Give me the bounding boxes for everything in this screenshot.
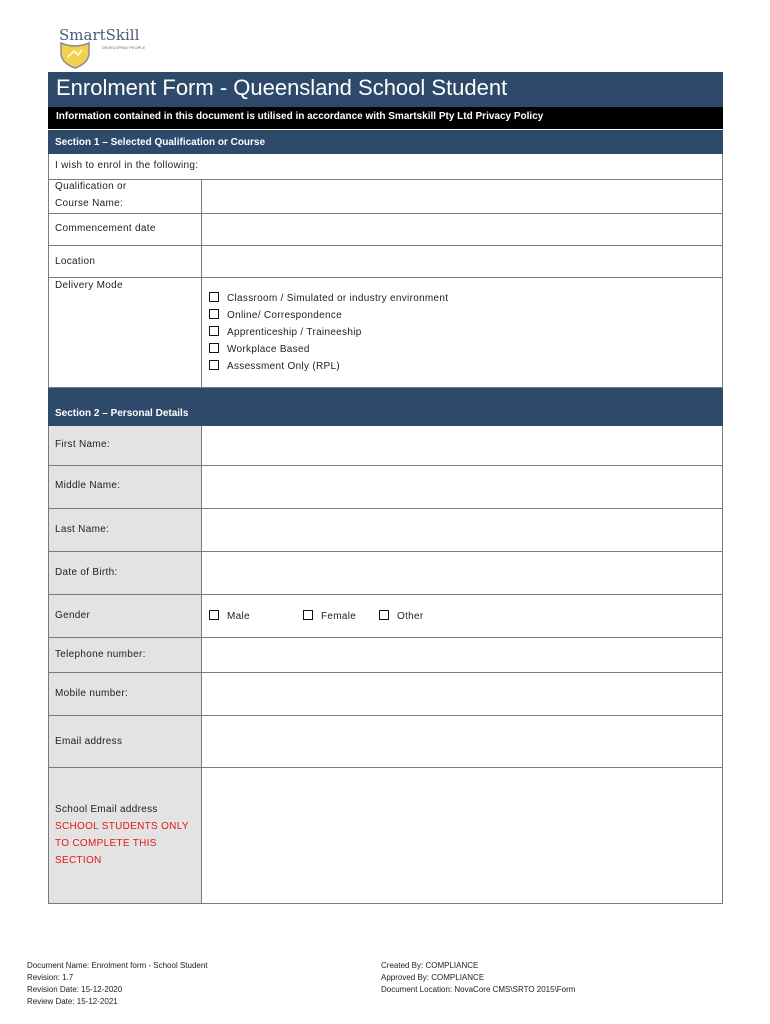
delivery-mode-label: Delivery Mode xyxy=(55,280,123,291)
location-label: Location xyxy=(55,256,96,267)
delivery-option-apprenticeship[interactable]: Apprenticeship / Traineeship xyxy=(209,326,362,338)
email-label: Email address xyxy=(55,736,123,747)
commencement-label: Commencement date xyxy=(55,223,156,234)
footer-document-name: Document Name: Enrolment form - School Student xyxy=(27,961,208,970)
first-name-field[interactable] xyxy=(203,427,721,464)
section-2-heading-text: Section 2 – Personal Details xyxy=(55,407,189,419)
middle-name-field[interactable] xyxy=(203,467,721,507)
footer-created-by: Created By: COMPLIANCE xyxy=(381,961,479,970)
footer-revision: Revision: 1.7 xyxy=(27,973,74,982)
checkbox-icon[interactable] xyxy=(209,309,219,319)
location-field[interactable] xyxy=(203,247,721,276)
school-note-line-2: TO COMPLETE THIS xyxy=(55,838,157,849)
gender-option-other[interactable]: Other xyxy=(379,610,424,622)
checkbox-icon[interactable] xyxy=(303,610,313,620)
first-name-label: First Name: xyxy=(55,439,110,450)
checkbox-icon[interactable] xyxy=(209,360,219,370)
logo-wordmark: SmartSkill xyxy=(59,26,140,44)
privacy-notice: Information contained in this document is utilised in accordance with Smartskill Pty Ltd Privacy Policy xyxy=(48,107,723,129)
delivery-option-rpl[interactable]: Assessment Only (RPL) xyxy=(209,360,340,372)
footer-revision-date: Revision Date: 15-12-2020 xyxy=(27,985,123,994)
email-field[interactable] xyxy=(203,717,721,766)
form-title: Enrolment Form - Queensland School Student xyxy=(48,72,723,107)
mobile-label: Mobile number: xyxy=(55,688,129,699)
mobile-field[interactable] xyxy=(203,674,721,714)
footer-review-date: Review Date: 15-12-2021 xyxy=(27,997,118,1006)
logo-tagline: DEVELOPING PEOPLE xyxy=(102,45,146,50)
footer-right xyxy=(381,960,575,996)
footer-approved-by: Approved By: COMPLIANCE xyxy=(381,973,485,982)
school-email-label: School Email address xyxy=(55,804,158,815)
delivery-option-online[interactable]: Online/ Correspondence xyxy=(209,309,342,321)
enrol-intro: I wish to enrol in the following: xyxy=(55,160,199,171)
gender-option-male[interactable]: Male xyxy=(209,610,250,622)
checkbox-icon[interactable] xyxy=(209,292,219,302)
telephone-label: Telephone number: xyxy=(55,649,146,660)
dob-label: Date of Birth: xyxy=(55,567,118,578)
middle-name-label: Middle Name: xyxy=(55,480,121,491)
footer-left xyxy=(27,960,208,1008)
commencement-date-field[interactable] xyxy=(203,215,721,244)
section-divider xyxy=(48,388,723,400)
shield-logo-icon xyxy=(58,41,92,69)
section-1-heading-text: Section 1 – Selected Qualification or Course xyxy=(55,136,266,148)
qualification-field[interactable] xyxy=(203,181,721,212)
smartskill-logo xyxy=(54,18,146,70)
qualification-label-line-1: Qualification or xyxy=(55,181,127,192)
gender-label: Gender xyxy=(55,610,91,621)
footer-location: Document Location: NovaCore CMS\SRTO 2015\Form xyxy=(381,985,576,994)
last-name-field[interactable] xyxy=(203,510,721,550)
school-note-line-1: SCHOOL STUDENTS ONLY xyxy=(55,821,189,832)
dob-field[interactable] xyxy=(203,553,721,593)
last-name-label: Last Name: xyxy=(55,524,110,535)
gender-option-female[interactable]: Female xyxy=(303,610,356,622)
delivery-option-workplace[interactable]: Workplace Based xyxy=(209,343,310,355)
school-email-field[interactable] xyxy=(203,769,721,902)
telephone-field[interactable] xyxy=(203,639,721,671)
checkbox-icon[interactable] xyxy=(209,326,219,336)
school-note-line-3: SECTION xyxy=(55,855,102,866)
section-2-heading xyxy=(48,400,723,426)
checkbox-icon[interactable] xyxy=(209,610,219,620)
qualification-label-line-2: Course Name: xyxy=(55,198,124,209)
checkbox-icon[interactable] xyxy=(209,343,219,353)
section-1-heading xyxy=(48,130,723,154)
delivery-option-classroom[interactable]: Classroom / Simulated or industry environment xyxy=(209,292,448,304)
checkbox-icon[interactable] xyxy=(379,610,389,620)
